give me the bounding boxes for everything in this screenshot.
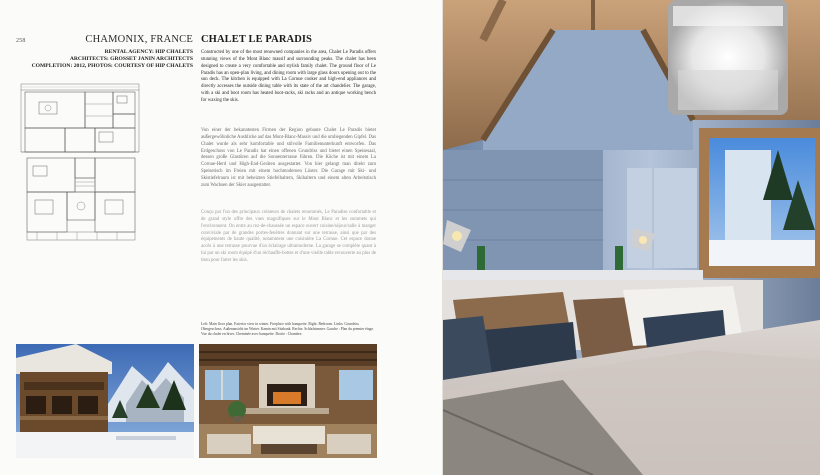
photo-caption: Left: Main floor plan. Exterior view in winter. Fireplace with banquette. Right: Bedroom. Links: Grundriss Obergeschoss. Außenansicht im Winter. Kamin mit Sitzbank. Rechts: Schlafzimmer. Gauche : Plan du premier étage. Vue du chalet en hiver. Cheminée avec banquette. Droite : Chambre. — [201, 322, 374, 337]
chalet-exterior-photo — [16, 344, 194, 458]
credits-block — [0, 49, 193, 70]
floor-plan-drawing — [17, 80, 142, 245]
location-heading: CHAMONIX, FRANCE — [85, 34, 193, 45]
article-title: CHALET LE PARADIS — [201, 34, 313, 45]
credits-rental-agency: RENTAL AGENCY: HIP CHALETS — [104, 49, 193, 55]
floor-plan-upper-section — [21, 84, 139, 152]
bedroom-photo — [443, 0, 820, 475]
credits-completion-photos: COMPLETION: 2012, PHOTOS: COURTESY OF HIP CHALETS — [31, 63, 193, 70]
body-text-english: Constructed by one of the most renowned companies in the area, Chalet Le Paradis offers stunning views of the Mont Blanc massif and surrounding peaks. The chalet has been designed to create a very comfortable and stylish family chalet. The ground floor of Le Paradis has an open-plan living, and dining room with large glass doors opening out to the sun deck. The kitchen is equipped with La Cornue cooker and high-end appliances and directly accesses the outside dining table with its state of the art chandelier. The garage, with a ski and boot room has heated boot-racks, ski racks and an antique working bench for waxing the skis. — [201, 50, 376, 103]
floor-plan-lower-section — [21, 152, 139, 240]
credits-architects: ARCHITECTS: GROSSET JANIN ARCHITECTS — [69, 56, 193, 63]
page-number: 258 — [16, 38, 26, 44]
body-text-french: Conçu par l'un des principaux créateurs de chalets renommés, Le Paradise confortable et de grand style offre des vues magnifiques sur le Mont Blanc et les sommets qui l'environnent. On entre au rez-de-chaussée un espace ouvert cuisine/séjour/salle à manger conviviale par de grandes portes-fenêtres donnant sur une terrasse, ainsi que par des équipements de haute qualité, notamment une cuisinière La Cornue. Cet espace donne accès à une terrasse pourvue d'un éclairage ultramoderne. La garage se complète quant à lui par un ski room équipé d'un réchauffe-bottes et d'une vieille table recouverte au plus de tissu pour farter les skis. — [201, 210, 376, 263]
living-room-photo — [199, 344, 377, 458]
body-text-german: Von einer der bekanntesten Firmen der Region gebaute Chalet Le Paradis bietet außergewöhnliche Ausblicke auf das Mont-Blanc-Massiv und die umliegenden Gipfel. Das Chalet wurde als sehr komfortable und stilvolle Familienunterkunft entworfen. Das Erdgeschoss von Le Paradis hat einen offenen Grundriss und bietet einen Speisesaal, dessen große Glastüren auf die Sonnenterrasse führen. Die Küche ist mit einem La Cornue-Herd und High-End-Geräten ausgestattet. Von hier gelangt man direkt zum Speisetisch im Freien mit einem hochmodernen Lüster. Die Garage mit Ski- und Skistiefelraum ist mit beheizten Stiefelhaltern, Skihaltern und einem alten Arbeitstisch zum Wachsen der Skier ausgestattet. — [201, 128, 376, 188]
